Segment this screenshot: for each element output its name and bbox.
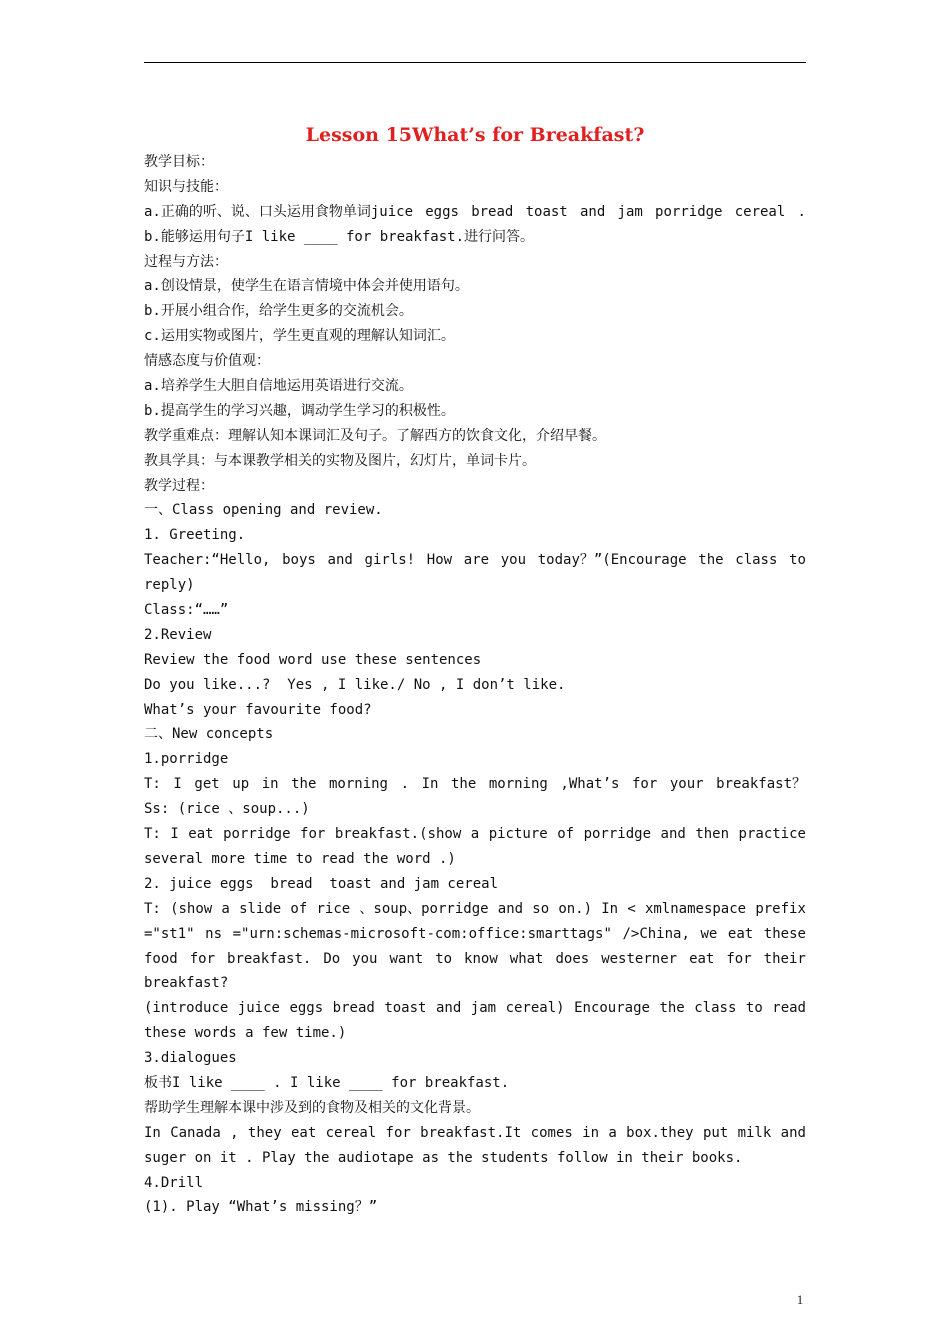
page-number: 1	[796, 1292, 804, 1307]
word: morning	[488, 776, 548, 793]
word: for	[632, 776, 658, 793]
word: know	[464, 950, 498, 967]
text-line: a.创设情景，使学生在语言情境中体会并使用语句。	[144, 278, 469, 295]
text-line: 教具学具：与本课教学相关的实物及图片，幻灯片，单词卡片。	[144, 452, 536, 469]
text-line	[144, 947, 806, 972]
word: porridge	[223, 826, 291, 843]
word: to	[789, 552, 806, 569]
word: put	[702, 1124, 729, 1141]
word: box.they	[626, 1124, 694, 1141]
word: ,	[230, 1124, 239, 1141]
word: toast	[384, 1000, 427, 1017]
text-line: 教学重难点：理解认知本课词汇及句子。了解西方的饮食文化，介绍早餐。	[144, 427, 606, 444]
word: T:	[144, 900, 161, 917]
word: eggs	[289, 1000, 324, 1017]
text-line: breakfast?	[144, 975, 229, 992]
word: Encourage	[574, 1000, 650, 1017]
word: bread	[332, 1000, 375, 1017]
word: the	[291, 776, 317, 793]
word: 、soup、porridge	[359, 900, 489, 917]
text-line: reply)	[144, 577, 195, 594]
word: toast	[525, 203, 568, 220]
word: you	[352, 950, 378, 967]
word: then	[695, 826, 730, 843]
word: their	[763, 950, 806, 967]
word: cereal	[325, 1124, 377, 1141]
word: and	[435, 1000, 462, 1017]
word: jam	[617, 203, 643, 220]
word: comes	[530, 1124, 573, 1141]
word: .	[797, 203, 806, 220]
text-line: b.提高学生的学习兴趣，调动学生学习的积极性。	[144, 402, 455, 419]
word: prefix	[755, 900, 806, 917]
word: class	[735, 552, 778, 569]
word: cereal	[734, 203, 786, 220]
word: of	[290, 900, 308, 917]
text-line: a.培养学生大胆自信地运用英语进行交流。	[144, 378, 413, 395]
word: class	[694, 1000, 737, 1017]
word: ="st1"	[144, 925, 195, 942]
word: a	[608, 1124, 617, 1141]
word: and	[780, 1124, 806, 1141]
word: breakfast.	[227, 950, 312, 967]
word: and	[497, 900, 524, 917]
word: you	[500, 552, 527, 569]
word: porridge	[583, 826, 652, 843]
word: rice	[316, 900, 351, 917]
word: of	[557, 826, 575, 843]
word: eat	[188, 826, 214, 843]
word: I	[173, 776, 182, 793]
word: eat	[290, 1124, 317, 1141]
word: jam	[470, 1000, 497, 1017]
word: girls!	[364, 552, 416, 569]
text-line: Do you like...? Yes , I like./ No , I don’t like.	[144, 676, 566, 693]
page-title: Lesson 15What’s for Breakfast?	[305, 124, 645, 146]
word: T:	[144, 776, 161, 793]
word: ="urn:schemas-microsoft-com:office:smarttags"	[232, 925, 612, 942]
word: to	[745, 1000, 763, 1017]
word: get	[194, 776, 220, 793]
word: In	[144, 1124, 161, 1141]
text-line	[144, 996, 806, 1021]
word: and	[327, 552, 353, 569]
word: ns	[205, 925, 223, 942]
word: in	[261, 776, 279, 793]
word: and	[660, 826, 686, 843]
word: slide	[239, 900, 282, 917]
word: Teacher:“Hello,	[144, 552, 271, 569]
word: In	[421, 776, 439, 793]
word: breakfast？	[716, 776, 806, 793]
word: so	[532, 900, 550, 917]
text-line: Review the food word use these sentences	[144, 651, 482, 668]
text-line: 板书I like ____ . I like ____ for breakfast.	[144, 1074, 510, 1091]
word: a.正确的听、说、口头运用食物单词juice	[144, 203, 414, 220]
text-line: 教学目标：	[144, 154, 214, 170]
text-line	[144, 772, 806, 797]
word: they	[247, 1124, 282, 1141]
text-line: b.能够运用句子I like ____ for breakfast.进行问答。	[144, 228, 535, 245]
word: boys	[282, 552, 316, 569]
word: cereal)	[505, 1000, 565, 1017]
text-line: c.运用实物或图片，学生更直观的理解认知词汇。	[144, 328, 455, 345]
word: a	[221, 900, 230, 917]
word: what	[509, 950, 544, 967]
word: we	[700, 925, 718, 942]
word: your	[669, 776, 704, 793]
text-line: 知识与技能：	[144, 178, 228, 195]
word: Do	[323, 950, 341, 967]
text-line	[144, 822, 806, 847]
text-line: suger on it . Play the audiotape as the students follow in their books.	[144, 1149, 743, 1166]
text-line: 一、Class opening and review.	[144, 502, 383, 519]
word: for	[385, 1124, 411, 1141]
word: read	[772, 1000, 806, 1017]
word: are	[463, 552, 490, 569]
word: food	[144, 950, 178, 967]
word: <	[627, 900, 636, 917]
word: to	[435, 950, 453, 967]
word: and	[579, 203, 606, 220]
text-line: 2. juice eggs bread toast and jam cereal	[144, 875, 499, 892]
word: How	[426, 552, 453, 569]
word: />China,	[622, 925, 690, 942]
text-line: 4.Drill	[144, 1174, 204, 1191]
word: Canada	[170, 1124, 221, 1141]
text-line: Ss: (rice 、soup...)	[144, 801, 310, 818]
word: up	[232, 776, 250, 793]
word: (show	[170, 900, 213, 917]
word: the	[659, 1000, 685, 1017]
text-line	[144, 200, 806, 225]
lesson-body	[144, 150, 806, 1220]
word: these	[763, 925, 806, 942]
text-line: b.开展小组合作，给学生更多的交流机会。	[144, 303, 413, 320]
word: bread	[471, 203, 514, 220]
text-line: 1. Greeting.	[144, 527, 246, 544]
text-line: several more time to read the word .)	[144, 850, 456, 867]
word: the	[450, 776, 477, 793]
text-line	[144, 922, 806, 947]
text-line: 3.dialogues	[144, 1050, 237, 1067]
word: morning	[328, 776, 388, 793]
text-line	[144, 548, 806, 573]
word: breakfast.(show	[334, 826, 462, 843]
text-line: (1). Play “What’s missing？”	[144, 1199, 378, 1216]
text-line	[144, 897, 806, 922]
word: westerner	[601, 950, 678, 967]
word: for	[726, 950, 752, 967]
word: milk	[737, 1124, 772, 1141]
word: practice	[738, 826, 806, 843]
word: picture	[488, 826, 548, 843]
word: in	[582, 1124, 600, 1141]
word: a	[470, 826, 480, 843]
word: .	[400, 776, 409, 793]
word: the	[698, 552, 724, 569]
word: for	[300, 826, 326, 843]
text-line: 二、New concepts	[144, 726, 274, 743]
text-line: 教学过程：	[144, 477, 214, 494]
word: for	[189, 950, 216, 967]
text-line: 帮助学生理解本课中涉及到的食物及相关的文化背景。	[144, 1099, 480, 1116]
word: eggs	[425, 203, 459, 220]
word: porridge	[655, 203, 723, 220]
word: In	[601, 900, 619, 917]
word: on.)	[558, 900, 593, 917]
text-line: 情感态度与价值观：	[144, 353, 270, 370]
word: does	[555, 950, 590, 967]
word: juice	[237, 1000, 280, 1017]
word: today？”(Encourage	[537, 552, 687, 569]
header-rule	[144, 62, 806, 63]
text-line: 1.porridge	[144, 751, 229, 768]
word: eat	[689, 950, 715, 967]
text-line: 2.Review	[144, 626, 212, 643]
word: eat	[727, 925, 754, 942]
word: (introduce	[144, 1000, 229, 1017]
word: breakfast.It	[420, 1124, 522, 1141]
text-line	[144, 1121, 806, 1146]
text-line: 过程与方法：	[144, 253, 228, 270]
word: want	[389, 950, 424, 967]
word: I	[170, 826, 179, 843]
text-line: these words a few time.)	[144, 1025, 347, 1042]
word: ,What’s	[560, 776, 620, 793]
text-line: What’s your favourite food?	[144, 701, 372, 718]
text-line: Class:“……”	[144, 602, 229, 619]
word: xmlnamespace	[644, 900, 747, 917]
word: T:	[144, 826, 161, 843]
